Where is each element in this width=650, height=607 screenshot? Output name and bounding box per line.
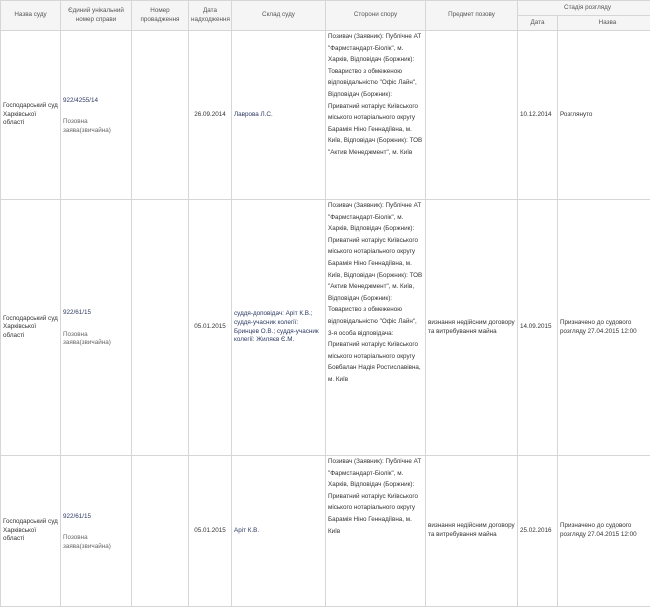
court-composition: Лаврова Л.С.: [232, 31, 326, 200]
header-composition: Склад суду: [232, 1, 326, 31]
header-date-received: Дата надходження: [189, 1, 232, 31]
table-row: [1, 456, 650, 607]
parties-text: Позивач (Заявник): Публічне АТ "Фармстандарт-Біолік", м. Харків, Відповідач (Боржник): Приватний нотаріус Київського міського нотаріального округу Барамія Ніно Геннадіївна, м. Київ: [328, 456, 423, 537]
case-type: Позовна заява(звичайна): [63, 331, 129, 348]
parties-cell: [326, 31, 426, 200]
stage-date: 14.09.2015: [518, 200, 558, 456]
case-number-cell: [61, 456, 132, 607]
header-stage-name: Назва: [558, 16, 650, 31]
proceeding-number: [132, 456, 189, 607]
date-received: 05.01.2015: [189, 200, 232, 456]
case-subject: визнання недійсним договору та витребування майна: [426, 200, 518, 456]
parties-cell: [326, 456, 426, 607]
header-case-number: Єдиний унікальний номер справи: [61, 1, 132, 31]
table-row: [1, 200, 650, 456]
case-number[interactable]: 922/4255/14: [63, 97, 129, 106]
header-stage-date: Дата: [518, 16, 558, 31]
date-received: 05.01.2015: [189, 456, 232, 607]
parties-text: Позивач (Заявник): Публічне АТ "Фармстандарт-Біолік", м. Харків, Відповідач (Боржник): Приватний нотаріус Київського міського нотаріального округу Барамія Ніно Геннадіївна, м. Київ, Відповідач (Боржник): ТОВ "Актив Менеджмент", м. Київ, Відповідач (Боржник): Товариство з обмеженою відповідальністю "Офіс Лайн", 3-я особа відповідача: Приватний нотаріус Київського міського нотаріального округу Бовбалан Надія Ростиславівна, м. Київ: [328, 200, 423, 386]
court-composition: суддя-доповідач: Аріт К.В.; суддя-учасник колегії: Бринцев О.В.; суддя-учасник колегії: Жиляєв Є.М.: [232, 200, 326, 456]
stage-name: Розглянуто: [558, 31, 650, 200]
court-name: Господарський суд Харківської області: [1, 200, 61, 456]
stage-date: 10.12.2014: [518, 31, 558, 200]
parties-cell: [326, 200, 426, 456]
stage-name: Призначено до судового розгляду 27.04.2015 12:00: [558, 456, 650, 607]
proceeding-number: [132, 31, 189, 200]
header-subject: Предмет позову: [426, 1, 518, 31]
case-subject: визнання недійсним договору та витребування майна: [426, 456, 518, 607]
header-parties: Сторони спору: [326, 1, 426, 31]
date-received: 26.09.2014: [189, 31, 232, 200]
case-number-cell: [61, 200, 132, 456]
court-name: Господарський суд Харківської області: [1, 456, 61, 607]
court-composition: Аріт К.В.: [232, 456, 326, 607]
case-type: Позовна заява(звичайна): [63, 534, 129, 551]
case-number-cell: [61, 31, 132, 200]
header-court: Назва суду: [1, 1, 61, 31]
court-name: Господарський суд Харківської області: [1, 31, 61, 200]
case-subject: [426, 31, 518, 200]
header-stage: Стадія розгляду: [518, 1, 650, 16]
parties-text: Позивач (Заявник): Публічне АТ "Фармстандарт-Біолік", м. Харків, Відповідач (Боржник): Товариство з обмеженою відповідальністю "Офіс Лайн", Відповідач (Боржник): Приватний нотаріус Київського міського нотаріального округу Барамія Ніно Геннадіївна, м. Київ, Відповідач (Боржник): ТОВ "Актив Менеджмент", м. Київ: [328, 31, 423, 159]
header-proceeding-number: Номер провадження: [132, 1, 189, 31]
case-type: Позовна заява(звичайна): [63, 118, 129, 135]
case-number[interactable]: 922/61/15: [63, 513, 129, 522]
proceeding-number: [132, 200, 189, 456]
stage-name: Призначено до судового розгляду 27.04.2015 12:00: [558, 200, 650, 456]
stage-date: 25.02.2016: [518, 456, 558, 607]
table-row: [1, 31, 650, 200]
case-number[interactable]: 922/61/15: [63, 309, 129, 318]
